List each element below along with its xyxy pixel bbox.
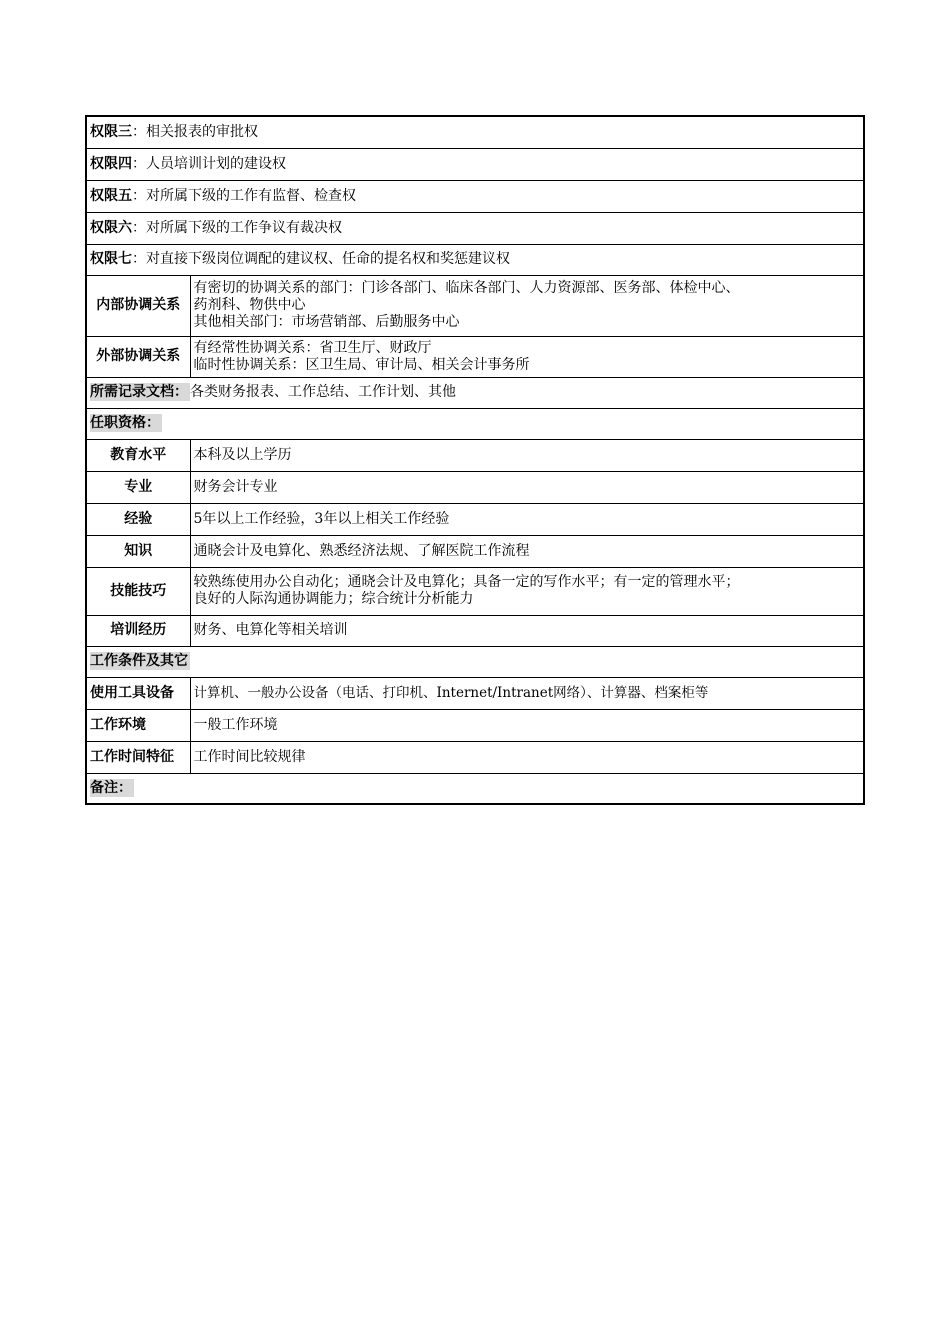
external-line: 有经常性协调关系：省卫生厅、财政厅 xyxy=(193,339,432,356)
qualification-value: 本科及以上学历 xyxy=(190,439,864,471)
authority-sep: ： xyxy=(132,251,146,267)
qualification-row xyxy=(86,439,864,471)
condition-row xyxy=(86,677,864,709)
condition-row xyxy=(86,709,864,741)
training-value: 财务、电算化等相关培训 xyxy=(190,615,864,646)
authority-row xyxy=(86,180,864,212)
training-label: 培训经历 xyxy=(86,615,190,646)
internal-line: 药剂科、物供中心 xyxy=(193,297,306,313)
authority-sep: ： xyxy=(132,123,146,140)
skills-line: 良好的人际沟通协调能力；综合统计分析能力 xyxy=(193,591,474,607)
qualification-row xyxy=(86,471,864,503)
authority-row xyxy=(86,212,864,244)
condition-value: 工作时间比较规律 xyxy=(190,741,864,773)
authority-sep: ： xyxy=(132,155,146,172)
notes-row xyxy=(86,773,864,804)
authority-sep: ： xyxy=(132,219,146,236)
skills-line: 较熟练使用办公自动化；通晓会计及电算化；具备一定的写作水平；有一定的管理水平； xyxy=(193,574,740,590)
authority-sep: ： xyxy=(132,187,146,204)
authority-text: 对所属下级的工作争议有裁决权 xyxy=(146,219,342,236)
condition-label: 工作时间特征 xyxy=(86,741,190,773)
authority-row xyxy=(86,244,864,275)
skills-label: 技能技巧 xyxy=(86,567,190,615)
qualification-row xyxy=(86,535,864,567)
authority-label: 权限三 xyxy=(90,123,132,140)
condition-value: 计算机、一般办公设备（电话、打印机、Internet/Intranet网络）、计算器、档案柜等 xyxy=(190,677,864,709)
skills-row xyxy=(86,567,864,615)
notes-label: 备注： xyxy=(90,779,132,796)
condition-row xyxy=(86,741,864,773)
authority-cell xyxy=(86,116,864,148)
records-text: 各类财务报表、工作总结、工作计划、其他 xyxy=(190,384,456,400)
external-coordination-value xyxy=(190,336,864,377)
external-line: 临时性协调关系：区卫生局、审计局、相关会计事务所 xyxy=(193,356,530,373)
authority-row xyxy=(86,116,864,148)
condition-value: 一般工作环境 xyxy=(190,709,864,741)
conditions-header-row xyxy=(86,646,864,677)
authority-text: 人员培训计划的建设权 xyxy=(146,155,286,172)
training-row xyxy=(86,615,864,646)
records-label: 所需记录文档： xyxy=(90,384,188,400)
authority-cell xyxy=(86,212,864,244)
qualification-value: 财务会计专业 xyxy=(190,471,864,503)
qualification-value: 通晓会计及电算化、熟悉经济法规、了解医院工作流程 xyxy=(190,535,864,567)
qualification-value: 5年以上工作经验，3年以上相关工作经验 xyxy=(190,503,864,535)
qualification-label: 教育水平 xyxy=(86,439,190,471)
condition-label: 使用工具设备 xyxy=(86,677,190,709)
records-cell xyxy=(86,377,864,408)
authority-cell xyxy=(86,180,864,212)
qualifications-header-cell xyxy=(86,408,864,439)
external-coordination-label: 外部协调关系 xyxy=(86,336,190,377)
authority-text: 相关报表的审批权 xyxy=(146,123,258,140)
internal-coordination-label: 内部协调关系 xyxy=(86,275,190,336)
job-description-table xyxy=(85,115,865,805)
authority-label: 权限四 xyxy=(90,155,132,172)
qualifications-header-row xyxy=(86,408,864,439)
external-coordination-row xyxy=(86,336,864,377)
qualifications-header: 任职资格： xyxy=(90,415,160,431)
notes-cell xyxy=(86,773,864,804)
authority-text: 对所属下级的工作有监督、检查权 xyxy=(146,187,356,204)
internal-coordination-value xyxy=(190,275,864,336)
authority-label: 权限六 xyxy=(90,219,132,236)
authority-cell xyxy=(86,244,864,275)
authority-label: 权限五 xyxy=(90,187,132,204)
skills-value xyxy=(190,567,864,615)
qualification-row xyxy=(86,503,864,535)
conditions-header-cell xyxy=(86,646,864,677)
authority-row xyxy=(86,148,864,180)
qualification-label: 知识 xyxy=(86,535,190,567)
records-row xyxy=(86,377,864,408)
authority-cell xyxy=(86,148,864,180)
condition-label: 工作环境 xyxy=(86,709,190,741)
qualification-label: 专业 xyxy=(86,471,190,503)
authority-text: 对直接下级岗位调配的建议权、任命的提名权和奖惩建议权 xyxy=(146,251,510,267)
conditions-header: 工作条件及其它 xyxy=(90,653,188,669)
internal-line: 有密切的协调关系的部门：门诊各部门、临床各部门、人力资源部、医务部、体检中心、 xyxy=(193,280,740,296)
internal-coordination-row xyxy=(86,275,864,336)
qualification-label: 经验 xyxy=(86,503,190,535)
authority-label: 权限七 xyxy=(90,251,132,267)
internal-line: 其他相关部门：市场营销部、后勤服务中心 xyxy=(193,314,460,330)
